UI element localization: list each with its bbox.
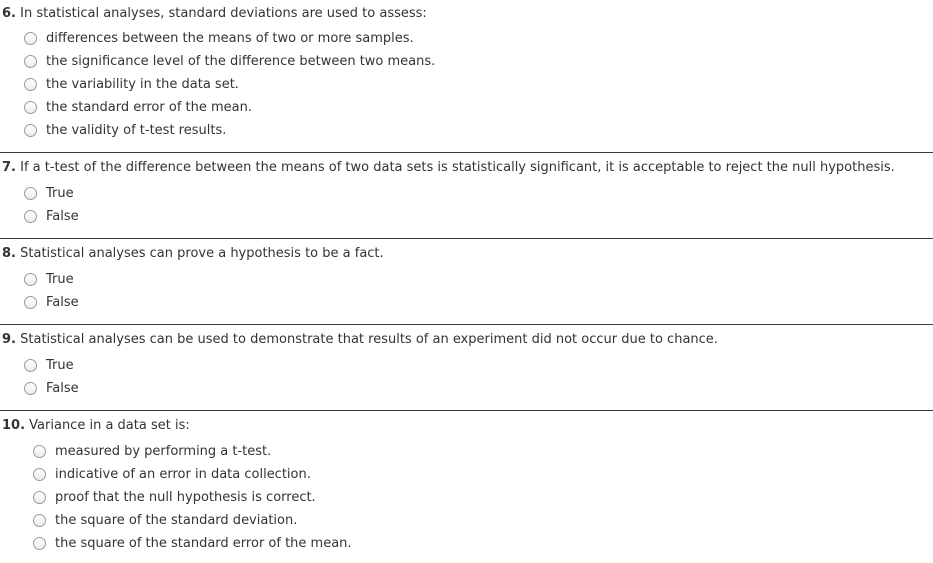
question-divider: [0, 238, 933, 239]
option-label: the significance level of the difference between two means.: [46, 54, 436, 69]
question-text: Variance in a data set is:: [29, 418, 190, 433]
radio-button[interactable]: [24, 273, 37, 286]
question-number: 10.: [2, 418, 26, 433]
radio-button[interactable]: [33, 514, 46, 527]
option-label: the validity of t-test results.: [46, 123, 227, 138]
question-divider: [0, 152, 933, 153]
question-9-option-false[interactable]: [0, 380, 500, 398]
question-6-option-b[interactable]: [0, 53, 500, 71]
option-label: False: [46, 295, 79, 310]
question-8-option-false[interactable]: [0, 294, 500, 312]
question-9-prompt: [2, 332, 718, 348]
option-label: False: [46, 381, 79, 396]
option-label: True: [46, 358, 74, 373]
question-10-option-e[interactable]: [0, 535, 500, 553]
radio-button[interactable]: [33, 491, 46, 504]
radio-button[interactable]: [24, 78, 37, 91]
question-6-option-a[interactable]: [0, 30, 500, 48]
question-number: 9.: [2, 332, 16, 347]
question-divider: [0, 410, 933, 411]
option-label: differences between the means of two or more samples.: [46, 31, 414, 46]
option-label: True: [46, 272, 74, 287]
question-text: If a t-test of the difference between the means of two data sets is statistically significant, it is acceptable to reject the null hypothesis.: [20, 160, 895, 175]
question-8-option-true[interactable]: [0, 271, 500, 289]
radio-button[interactable]: [24, 210, 37, 223]
radio-button[interactable]: [24, 124, 37, 137]
radio-button[interactable]: [33, 445, 46, 458]
question-10-prompt: [2, 418, 190, 434]
question-text: Statistical analyses can be used to demonstrate that results of an experiment did not occur due to chance.: [20, 332, 718, 347]
question-number: 7.: [2, 160, 16, 175]
question-number: 8.: [2, 246, 16, 261]
question-10-option-c[interactable]: [0, 489, 500, 507]
question-10-option-a[interactable]: [0, 443, 500, 461]
option-label: False: [46, 209, 79, 224]
question-6-option-d[interactable]: [0, 99, 500, 117]
radio-button[interactable]: [24, 55, 37, 68]
question-7-option-false[interactable]: [0, 208, 500, 226]
question-10-option-d[interactable]: [0, 512, 500, 530]
radio-button[interactable]: [24, 382, 37, 395]
radio-button[interactable]: [24, 187, 37, 200]
question-8-prompt: [2, 246, 384, 262]
option-label: indicative of an error in data collection.: [55, 467, 311, 482]
option-label: True: [46, 186, 74, 201]
question-text: Statistical analyses can prove a hypothesis to be a fact.: [20, 246, 384, 261]
question-6-prompt: [2, 6, 427, 22]
option-label: the square of the standard error of the mean.: [55, 536, 352, 551]
option-label: the variability in the data set.: [46, 77, 239, 92]
question-number: 6.: [2, 6, 16, 21]
question-10-option-b[interactable]: [0, 466, 500, 484]
radio-button[interactable]: [24, 359, 37, 372]
radio-button[interactable]: [24, 32, 37, 45]
radio-button[interactable]: [24, 296, 37, 309]
option-label: the standard error of the mean.: [46, 100, 252, 115]
question-7-prompt: [2, 160, 895, 176]
radio-button[interactable]: [24, 101, 37, 114]
radio-button[interactable]: [33, 537, 46, 550]
option-label: measured by performing a t-test.: [55, 444, 272, 459]
radio-button[interactable]: [33, 468, 46, 481]
question-7-option-true[interactable]: [0, 185, 500, 203]
question-6-option-e[interactable]: [0, 122, 500, 140]
question-text: In statistical analyses, standard deviations are used to assess:: [20, 6, 427, 21]
question-divider: [0, 324, 933, 325]
option-label: the square of the standard deviation.: [55, 513, 298, 528]
option-label: proof that the null hypothesis is correct.: [55, 490, 316, 505]
question-6-option-c[interactable]: [0, 76, 500, 94]
question-9-option-true[interactable]: [0, 357, 500, 375]
